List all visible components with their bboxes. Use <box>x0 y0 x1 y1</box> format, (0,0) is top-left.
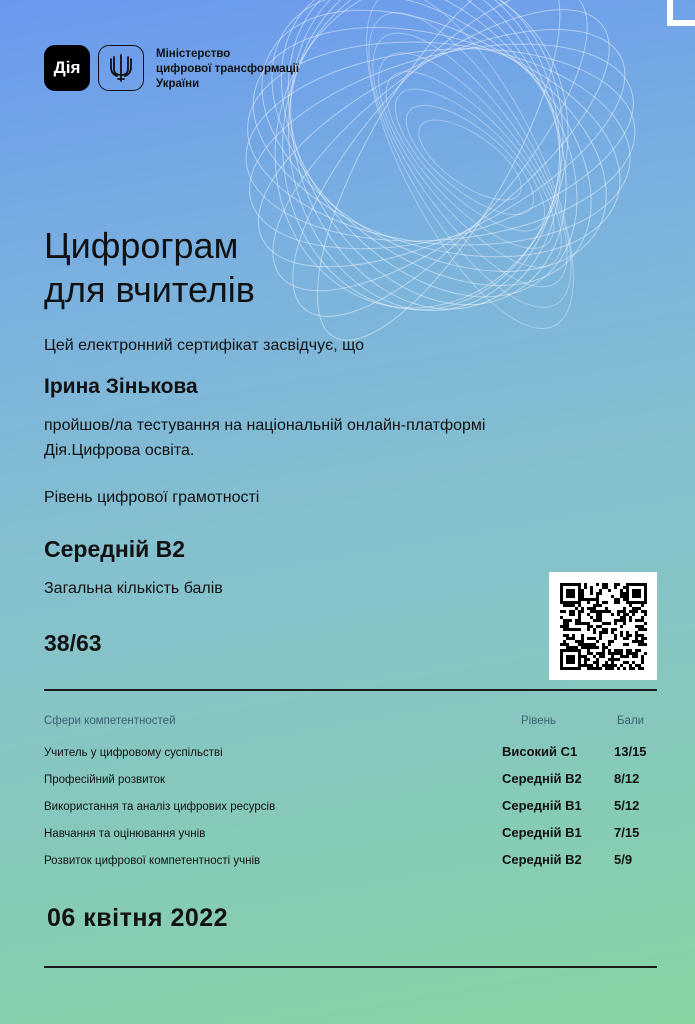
ministry-line-2: цифрової трансформації <box>156 63 300 75</box>
table-row <box>0 825 695 845</box>
table-row <box>0 852 695 872</box>
ministry-line-1: Міністерство <box>156 48 231 60</box>
title-line-2: для вчителів <box>44 269 255 310</box>
competence-name: Учитель у цифровому суспільстві <box>44 747 223 759</box>
header-competence: Сфери компетентностей <box>44 715 176 727</box>
competence-points: 5/9 <box>614 852 633 867</box>
certificate-title <box>44 224 444 312</box>
competence-level: Середній В2 <box>502 771 582 786</box>
competence-level: Високий С1 <box>502 744 578 759</box>
diia-logo-text: Дія <box>53 58 81 77</box>
competence-name: Навчання та оцінювання учнів <box>44 828 206 840</box>
competence-level: Середній В1 <box>502 825 582 840</box>
competence-points: 13/15 <box>614 744 647 759</box>
title-line-1: Цифрограм <box>44 225 239 266</box>
header-points: Бали <box>617 715 645 727</box>
table-row <box>0 744 695 764</box>
ministry-name <box>156 47 336 92</box>
diia-logo <box>44 45 90 91</box>
table-row <box>0 771 695 791</box>
ministry-line-3: України <box>156 78 200 90</box>
corner-bracket <box>667 0 695 26</box>
score-value: 38/63 <box>44 630 102 656</box>
passed-line-1: пройшов/ла тестування на національній онлайн-платформі <box>44 417 486 434</box>
recipient-name: Ірина Зінькова <box>44 375 198 398</box>
competence-points: 5/12 <box>614 798 640 813</box>
competence-name: Розвиток цифрової компетентності учнів <box>44 855 261 867</box>
qr-code[interactable] <box>549 572 657 680</box>
passed-line-2: Дія.Цифрова освіта. <box>44 442 195 459</box>
divider-bottom <box>44 966 657 968</box>
competence-name: Професійний розвиток <box>44 774 166 786</box>
trident-icon <box>98 45 144 91</box>
header-level: Рівень <box>521 715 556 727</box>
table-row <box>0 798 695 818</box>
certificate-lead: Цей електронний сертифікат засвідчує, що <box>44 337 365 354</box>
divider-top <box>44 689 657 691</box>
competence-name: Використання та аналіз цифрових ресурсів <box>44 801 276 813</box>
competence-points: 8/12 <box>614 771 640 786</box>
passed-text <box>44 413 624 463</box>
level-value: Середній В2 <box>44 536 186 562</box>
level-label: Рівень цифрової грамотності <box>44 489 260 506</box>
competence-level: Середній В1 <box>502 798 582 813</box>
score-label: Загальна кількість балів <box>44 580 223 597</box>
competence-level: Середній В2 <box>502 852 582 867</box>
competence-points: 7/15 <box>614 825 640 840</box>
certificate-date: 06 квітня 2022 <box>47 904 229 932</box>
